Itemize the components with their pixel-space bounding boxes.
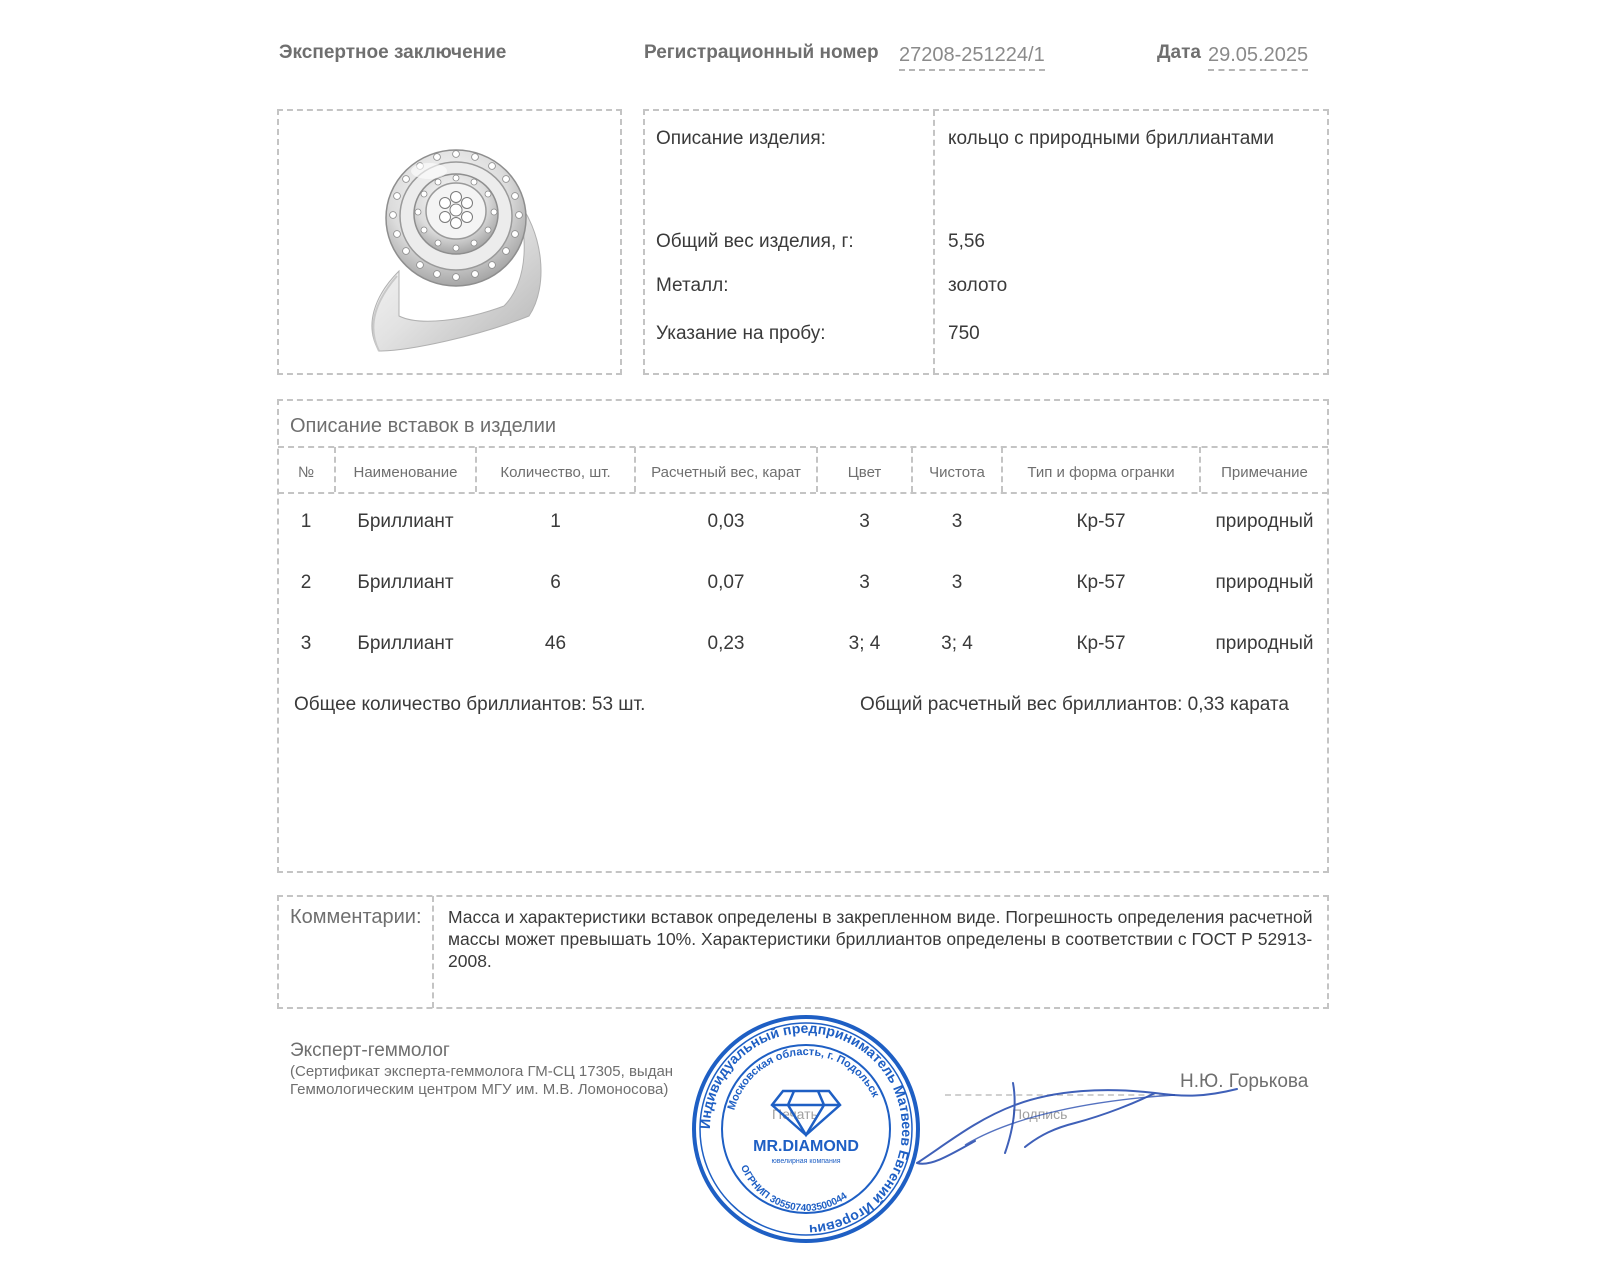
total-count: Общее количество бриллиантов: 53 шт.	[294, 694, 646, 715]
stamp-outer-text: Индивидуальный предприниматель Матвеев Евгений Игоревич	[696, 1019, 916, 1239]
table-cell: 3	[300, 633, 312, 654]
table-cell: 0,07	[707, 572, 745, 593]
col-header-name: Наименование	[353, 464, 458, 481]
registration-number: 27208-251224/1	[899, 44, 1045, 71]
inserts-title-divider	[278, 446, 1328, 448]
metal-label: Металл:	[656, 275, 729, 296]
hallmark-value: 750	[948, 323, 980, 344]
signature-label: Подпись	[1012, 1106, 1068, 1122]
signer-name: Н.Ю. Горькова	[1180, 1071, 1309, 1092]
comments-text: Масса и характеристики вставок определены в закрепленном виде. Погрешность определения расчетной массы может превышать 10%. Характеристики бриллиантов определены в соответствии с ГОСТ Р 52913-2008.	[448, 907, 1313, 971]
table-cell: Бриллиант	[357, 633, 454, 654]
col-header-clarity: Чистота	[929, 464, 985, 481]
ring-photo	[279, 111, 620, 373]
table-cell: 6	[550, 572, 561, 593]
table-cell: Кр-57	[1076, 633, 1126, 654]
description-divider	[933, 110, 935, 374]
table-cell: природный	[1215, 572, 1314, 593]
table-cell: 0,23	[707, 633, 745, 654]
company-stamp	[690, 1013, 922, 1245]
item-weight-value: 5,56	[948, 231, 985, 252]
svg-text:Московская область, г. Подольс	[726, 1046, 882, 1112]
stamp-inner-text: Московская область, г. Подольск	[725, 1045, 882, 1112]
table-cell: 3; 4	[941, 633, 973, 654]
table-cell: природный	[1215, 633, 1314, 654]
expert-title: Эксперт-геммолог	[290, 1040, 450, 1061]
diamond-logo-icon	[772, 1091, 840, 1135]
col-header-number: №	[297, 464, 315, 481]
comments-divider	[432, 896, 434, 1008]
table-cell: 3	[859, 511, 870, 532]
col-header-weight: Расчетный вес, карат	[651, 464, 801, 481]
table-cell: 3	[951, 572, 963, 593]
table-cell: Кр-57	[1076, 511, 1126, 532]
comments-label: Комментарии:	[290, 906, 422, 928]
expert-certificate-note: (Сертификат эксперта-геммолога ГМ-СЦ 17305, выдан Геммологическим центром МГУ им. М.В. Ломоносова)	[290, 1063, 674, 1098]
col-header-cut: Тип и форма огранки	[1027, 464, 1175, 481]
document-title: Экспертное заключение	[279, 42, 507, 63]
table-cell: 46	[544, 633, 567, 654]
item-description-value: кольцо с природными бриллиантами	[948, 128, 1274, 149]
item-description-label: Описание изделия:	[656, 128, 826, 149]
table-cell: 1	[300, 511, 312, 532]
registration-label: Регистрационный номер	[644, 42, 879, 63]
col-header-note: Примечание	[1221, 464, 1308, 481]
inserts-header-divider	[278, 492, 1328, 494]
hallmark-label: Указание на пробу:	[656, 323, 826, 344]
svg-text:ОГРНИП 305507403500044	[738, 1163, 850, 1214]
table-cell: 0,03	[707, 511, 745, 532]
col-header-color: Цвет	[847, 464, 882, 481]
table-cell: 2	[300, 572, 312, 593]
col-header-quantity: Количество, шт.	[500, 464, 611, 481]
handwritten-signature	[905, 1075, 1245, 1175]
table-cell: 3; 4	[848, 633, 881, 654]
item-weight-label: Общий вес изделия, г:	[656, 231, 854, 252]
stamp-brand-sub: ювелирная компания	[771, 1158, 841, 1165]
table-cell: 3	[859, 572, 870, 593]
table-cell: 1	[550, 511, 561, 532]
stamp-brand: MR.DIAMOND	[753, 1138, 859, 1155]
stamp-label: Печать	[772, 1106, 818, 1122]
item-photo-box	[277, 109, 622, 375]
table-cell: 3	[951, 511, 963, 532]
table-cell: природный	[1215, 511, 1314, 532]
table-cell: Бриллиант	[357, 511, 454, 532]
stamp-ogrnip: ОГРНИП 305507403500044	[738, 1163, 850, 1215]
date-value: 29.05.2025	[1208, 44, 1308, 71]
total-weight: Общий расчетный вес бриллиантов: 0,33 карата	[860, 694, 1289, 715]
table-cell: Бриллиант	[357, 572, 454, 593]
metal-value: золото	[948, 275, 1008, 296]
table-cell: Кр-57	[1076, 572, 1126, 593]
inserts-title: Описание вставок в изделии	[290, 415, 557, 437]
date-label: Дата	[1157, 42, 1201, 63]
